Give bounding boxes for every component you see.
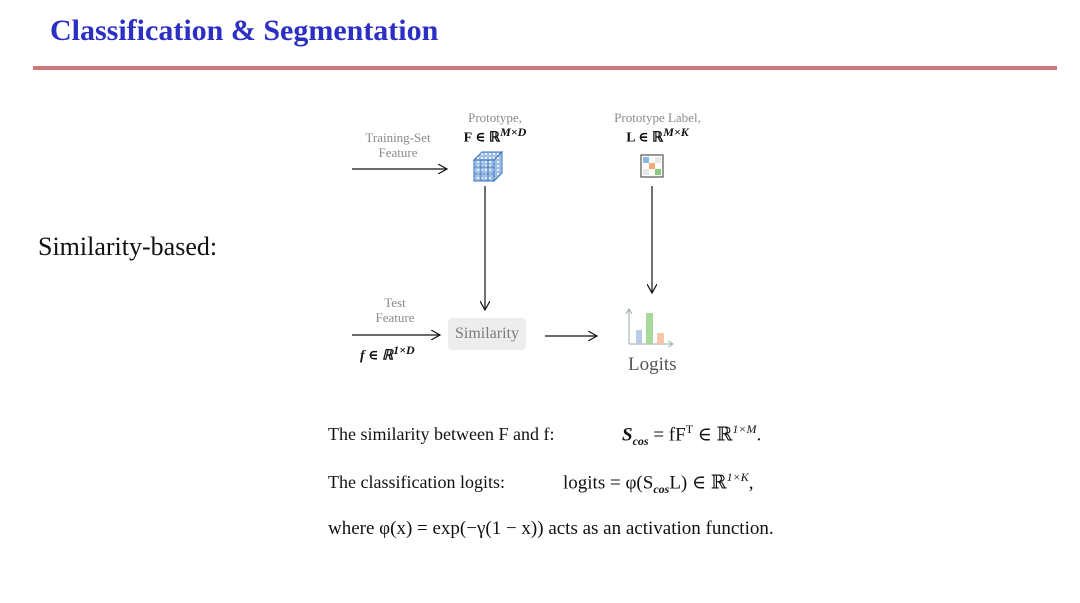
logits-chart-icon — [626, 309, 673, 347]
logits-label: Logits — [628, 354, 677, 375]
equation-1-text: The similarity between F and f: — [328, 424, 555, 444]
prototype-math: F ∈ ℝ$^{M\times D}$ — [463, 125, 527, 146]
prototype-label2: Prototype Label, — [614, 110, 701, 125]
label-matrix-icon — [641, 155, 663, 177]
test-feature-label: Test Feature — [375, 295, 415, 325]
equation-3-text: where φ(x) = exp(−γ(1 − x)) acts as an activation function. — [328, 518, 774, 539]
section-label: Similarity-based: — [38, 232, 218, 261]
page-title: Classification & Segmentation — [50, 14, 439, 47]
similarity-node: Similarity — [448, 318, 526, 350]
equation-2-text: The classification logits: — [328, 472, 505, 492]
prototype-label-math: L ∈ ℝ$^{M\times K}$ — [626, 125, 689, 146]
prototype-label: Prototype, — [468, 110, 522, 125]
test-feature-math: f ∈ ℝ$^{1\times D}$ — [360, 343, 415, 364]
equation-1-math: $S_{cos} = fF^T$ ∈ ℝ$^{1\times M}$. — [622, 422, 762, 449]
training-set-feature-label: Training-Set Feature — [365, 130, 431, 160]
equation-2-math: logits = $\varphi(S_{cos}L)$ ∈ ℝ$^{1\times K}$, — [563, 470, 754, 497]
prototype-cube-icon — [474, 152, 502, 181]
